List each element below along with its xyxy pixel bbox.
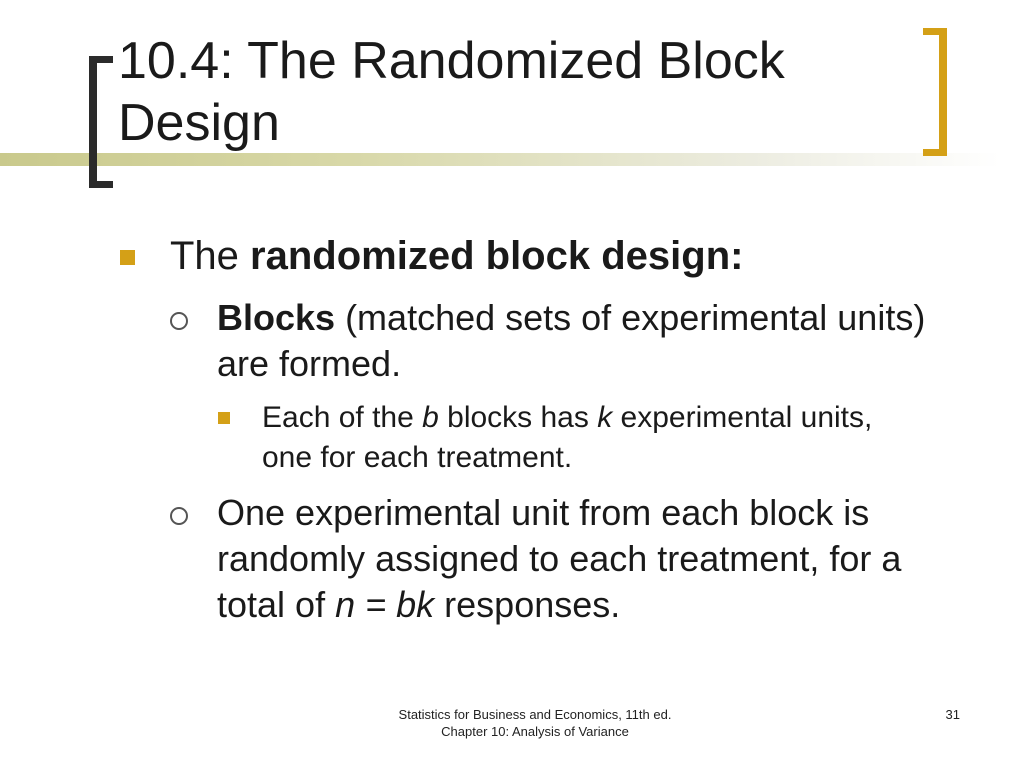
slide-page-number: 31 <box>945 707 960 722</box>
square-bullet-icon <box>120 250 135 265</box>
bullet-bold-text: randomized block design: <box>250 234 744 278</box>
bullet-text: The <box>170 234 251 278</box>
bullet-text: blocks has <box>438 401 598 434</box>
square-bullet-icon <box>218 412 230 424</box>
variable-b: b <box>422 401 439 434</box>
footer-book-title: Statistics for Business and Economics, 11th ed. <box>398 707 672 722</box>
slide-title: 10.4: The Randomized Block Design <box>118 32 785 152</box>
circle-bullet-icon <box>170 312 188 330</box>
footer-chapter: Chapter 10: Analysis of Variance <box>441 724 629 739</box>
bullet-level2-assignment <box>217 490 962 628</box>
bullet-text: experimental units, one for each treatment. <box>262 401 873 474</box>
bullet-text: responses. <box>434 584 621 625</box>
bullet-text: Each of the <box>262 401 423 434</box>
circle-bullet-icon <box>170 507 188 525</box>
slide-footer <box>340 706 730 740</box>
bullet-bold-text: Blocks <box>217 297 336 338</box>
bullet-text: (matched sets of experimental units) are formed. <box>217 297 926 384</box>
bullet-text: One experimental unit from each block is randomly assigned to each treatment, for a total of <box>217 492 902 625</box>
bullet-level1 <box>170 232 743 280</box>
variable-k: k <box>597 401 613 434</box>
bullet-level2-blocks <box>217 295 962 387</box>
bullet-level3-each-block <box>262 398 902 478</box>
formula-n-equals-bk: n = bk <box>335 584 435 625</box>
